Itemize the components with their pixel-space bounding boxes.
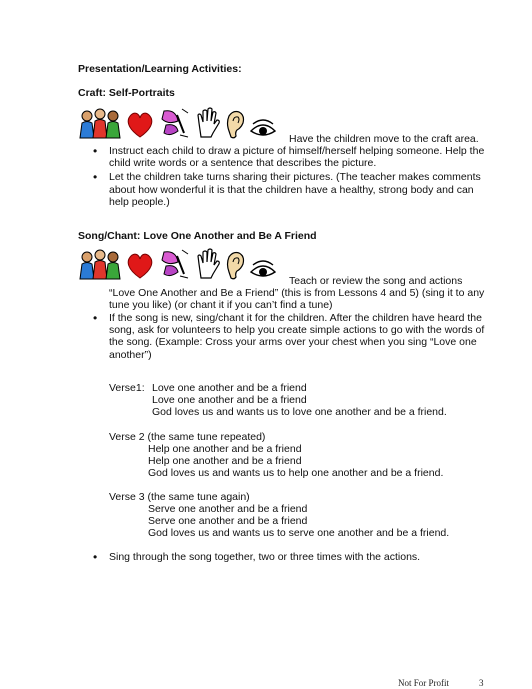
craft-intro: Have the children move to the craft area. [289,133,479,145]
craft-bullet-list [93,145,493,210]
song-intro-tail: Teach or review the song and actions [289,275,463,287]
butterfly-icon [158,248,192,280]
page-number: 3 [479,678,484,688]
song-icon-row [78,248,280,280]
butterfly-icon [158,107,192,139]
verse2-line: Help one another and be a friend [148,455,302,467]
hand-icon [195,248,221,280]
ear-icon [224,109,246,139]
verse2-line: Help one another and be a friend [148,443,302,455]
verse2-label: Verse 2 (the same tune repeated) [109,431,266,443]
craft-icon-row [78,107,280,139]
song-intro-rest: “Love One Another and Be a Friend” (this is from Lessons 4 and 5) (sing it to any tune you like) (or chant it if you can’t find a tune) [109,287,485,312]
final-bullet-list [93,551,493,565]
song-bullet-list [93,312,493,363]
footer-label: Not For Profit [398,678,450,688]
verse1-line: Love one another and be a friend [152,382,307,394]
hand-icon [195,107,221,139]
verse1-line: Love one another and be a friend [152,394,307,406]
heart-icon [125,111,155,139]
list-item: • Instruct each child to draw a picture of himself/herself helping someone. Help the child write words or a sentence that describes the picture. [93,145,493,169]
verse1-label: Verse1: [109,382,145,394]
verse3-line: Serve one another and be a friend [148,515,308,527]
list-item: • Let the children take turns sharing their pictures. (The teacher makes comments about how wonderful it is that the children have a healthy, strong body and can help people.) [93,171,493,208]
ear-icon [224,250,246,280]
craft-heading: Craft: Self-Portraits [78,87,175,99]
verse3-line: God loves us and wants us to serve one another and be a friend. [148,527,450,539]
verse3-label: Verse 3 (the same tune again) [109,491,250,503]
section-title: Presentation/Learning Activities: [78,63,242,75]
list-item: • Sing through the song together, two or three times with the actions. [93,551,493,563]
verse3-line: Serve one another and be a friend [148,503,308,515]
heart-icon [125,252,155,280]
eye-icon [249,258,277,280]
eye-icon [249,117,277,139]
children-icon [78,248,122,280]
verse2-line: God loves us and wants us to help one another and be a friend. [148,467,444,479]
list-item: • If the song is new, sing/chant it for the children. After the children have heard the song, ask for volunteers to help you create simple actions to go with the words of the song. (Example: Cross your arms over your chest when you sing “Love one another”) [93,312,493,361]
verse1-line: God loves us and wants us to love one another and be a friend. [152,406,447,418]
children-icon [78,107,122,139]
song-heading: Song/Chant: Love One Another and Be A Friend [78,230,317,242]
